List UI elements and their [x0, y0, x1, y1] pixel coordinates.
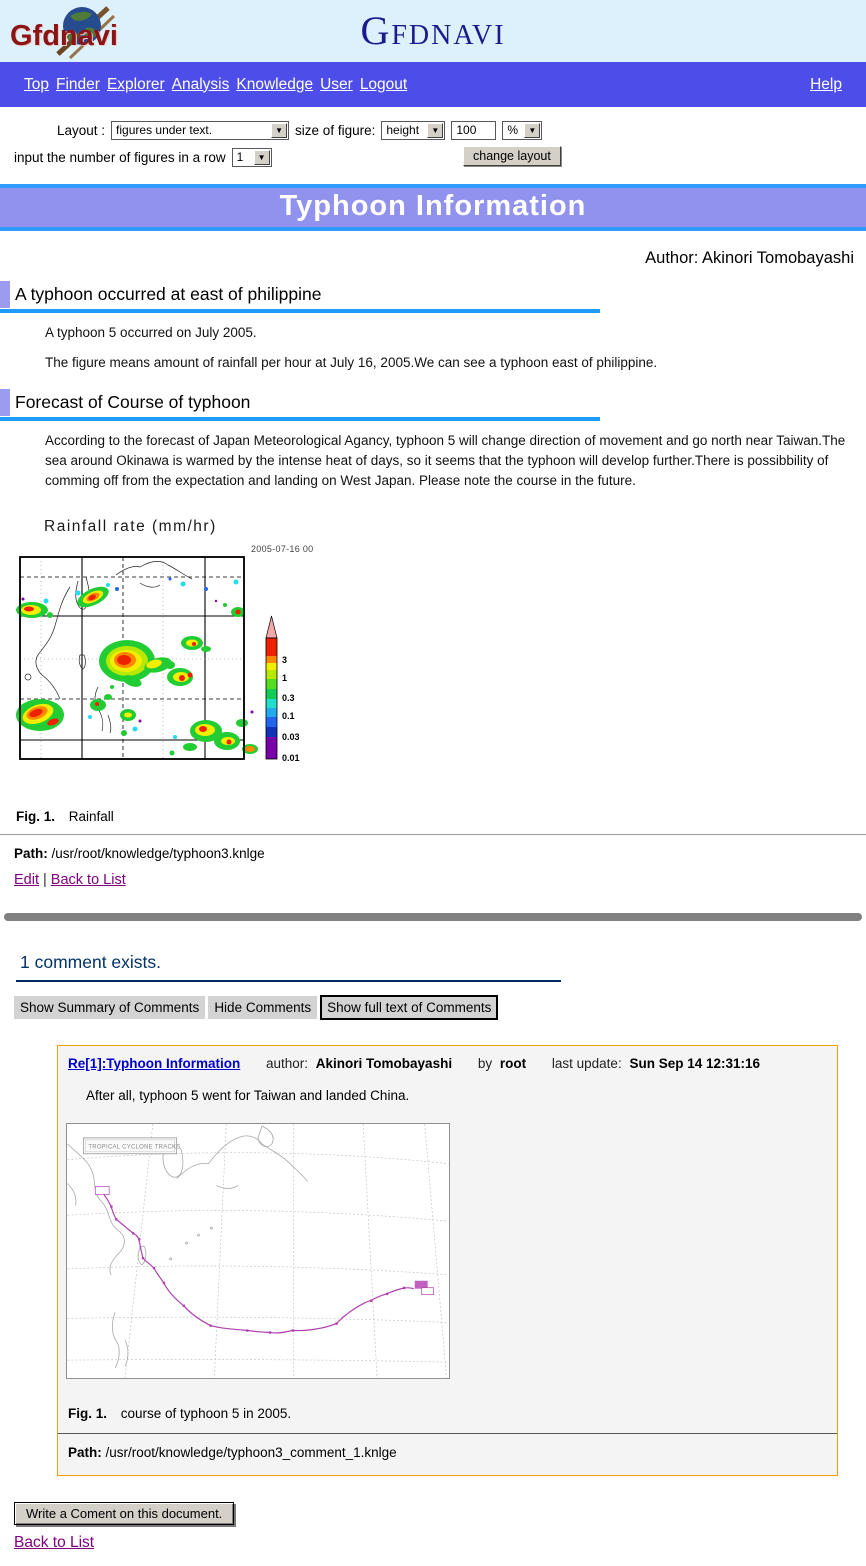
comment-toolbar [14, 995, 866, 1020]
layout-select[interactable] [111, 121, 289, 140]
size-unit-value: % [507, 123, 519, 137]
path-value: /usr/root/knowledge/typhoon3_comment_1.knlge [105, 1445, 397, 1460]
layout-select-value: figures under text. [116, 123, 213, 137]
comment-caption-label: Fig. 1. [68, 1406, 108, 1421]
size-value-input[interactable] [451, 121, 496, 140]
layout-label: Layout : [57, 122, 106, 138]
track-label-box [422, 1288, 434, 1295]
figures-per-row-value: 1 [236, 150, 244, 164]
back-to-list-link[interactable]: Back to List [50, 872, 126, 888]
figures-per-row-select[interactable] [232, 148, 272, 167]
rainfall-map [16, 557, 258, 759]
path-value: /usr/root/knowledge/typhoon3.knlge [51, 846, 265, 861]
section-heading: Forecast of Course of typhoon [15, 392, 251, 412]
chevron-down-icon[interactable]: ▼ [524, 123, 540, 138]
section-heading-row [0, 389, 866, 416]
chevron-down-icon[interactable]: ▼ [254, 150, 270, 165]
figure-caption-label: Fig. 1. [16, 809, 56, 824]
layout-controls [0, 107, 866, 168]
cyclone-track-map-image [66, 1123, 450, 1379]
divider-line [0, 834, 866, 835]
write-comment-button[interactable]: Write a Coment on this document. [14, 1502, 234, 1525]
comment-author-label: author: [266, 1056, 309, 1071]
show-summary-of-comments-button[interactable]: Show Summary of Comments [14, 996, 205, 1019]
comment-path [68, 1445, 837, 1460]
logo-wordmark: Gfdnavi [10, 20, 118, 52]
comment-caption-text: course of typhoon 5 in 2005. [120, 1406, 292, 1421]
paragraph: A typhoon 5 occurred on July 2005. [45, 325, 257, 340]
comment-figure-caption [68, 1406, 837, 1421]
comment-card [57, 1045, 838, 1476]
site-title: Gfdnavi [360, 8, 506, 53]
rainfall-figure-image [14, 513, 354, 773]
nav-item-user[interactable]: User [320, 75, 353, 93]
figure-caption-text: Rainfall [68, 809, 114, 824]
colorbar-label: 0.03 [282, 732, 300, 742]
divider-line [58, 1433, 837, 1434]
typhoon-track [95, 1187, 433, 1334]
track-legend-text: TROPICAL CYCLONE TRACKS [88, 1144, 181, 1151]
page-header [0, 0, 866, 62]
section-heading-row [0, 281, 866, 308]
figures-per-row-label: input the number of figures in a row [14, 149, 226, 165]
link-separator: | [43, 872, 47, 888]
figure-timestamp: 2005-07-16 00 [251, 544, 314, 554]
nav-item-logout[interactable]: Logout [359, 75, 408, 93]
nav-item-explorer[interactable]: Explorer [106, 75, 165, 93]
size-dimension-select[interactable] [381, 121, 445, 140]
layout-controls-row1 [57, 119, 866, 141]
nav-item-finder[interactable]: Finder [56, 75, 100, 93]
author-line [0, 249, 866, 268]
size-unit-select[interactable] [502, 121, 542, 140]
figure-caption [16, 809, 866, 824]
main-navbar [0, 62, 866, 107]
figure-title: Rainfall rate (mm/hr) [44, 518, 217, 535]
comment-header [58, 1046, 837, 1071]
section-heading: A typhoon occurred at east of philippine [15, 284, 322, 304]
document-actions [14, 872, 866, 888]
document-path [14, 846, 866, 861]
nav-item-top[interactable]: Top [24, 75, 49, 93]
author-name: Akinori Tomobayashi [702, 249, 854, 267]
path-label: Path: [68, 1445, 102, 1460]
layout-controls-row2 [14, 146, 866, 168]
gfdnavi-logo [8, 4, 158, 60]
comment-update-label: last update: [551, 1056, 622, 1071]
track-end-label-box [95, 1187, 109, 1195]
nav-item-help[interactable]: Help [810, 75, 842, 93]
rainfall-colorbar [266, 616, 300, 763]
section-typhoon-occurred [0, 281, 866, 373]
paragraph: According to the forecast of Japan Meteorological Agancy, typhoon 5 will change direction of movement and go north near Taiwan.The sea around Okinawa is warmed by the intense heat of days, so it seems that the typhoon will develop further.There is possibbility of comming off from the expectation and landing on West Japan. Please note the course in the future. [45, 433, 846, 488]
comment-by-user: root [499, 1056, 527, 1071]
section-divider-bar [4, 913, 862, 921]
author-label: Author: [645, 249, 699, 267]
colorbar-label: 0.01 [282, 753, 300, 763]
comment-title-link[interactable]: Re[1]:Typhoon Information [68, 1056, 241, 1071]
back-to-list-link[interactable]: Back to List [14, 1534, 95, 1551]
nav-item-analysis[interactable]: Analysis [171, 75, 230, 93]
page-footer [14, 1502, 866, 1566]
comments-count: 1 comment exists. [20, 952, 162, 972]
document-title-banner: Typhoon Information [0, 184, 866, 231]
comment-author: Akinori Tomobayashi [315, 1056, 453, 1071]
colorbar-label: 3 [282, 655, 288, 665]
chevron-down-icon[interactable]: ▼ [271, 123, 287, 138]
show-full-text-of-comments-button[interactable]: Show full text of Comments [320, 995, 498, 1020]
edit-link[interactable]: Edit [14, 872, 39, 888]
path-label: Path: [14, 846, 48, 861]
section-forecast [0, 389, 866, 491]
graticule [68, 1124, 449, 1378]
paragraph: The figure means amount of rainfall per hour at July 16, 2005.We can see a typhoon east of philippine. [45, 355, 658, 370]
colorbar-label: 0.3 [282, 693, 295, 703]
coastlines [68, 1126, 308, 1368]
comment-body: After all, typhoon 5 went for Taiwan and landed China. [86, 1088, 410, 1103]
hide-comments-button[interactable]: Hide Comments [208, 996, 317, 1019]
comment-by-label: by [477, 1056, 493, 1071]
comment-update-time: Sun Sep 14 12:31:16 [629, 1056, 761, 1071]
comments-underline [16, 980, 561, 982]
section-accent-bar [0, 389, 10, 416]
size-dimension-value: height [386, 123, 420, 137]
change-layout-button[interactable]: change layout [463, 146, 561, 166]
colorbar-label: 1 [282, 673, 288, 683]
section-underline [0, 309, 600, 313]
section-underline [0, 417, 600, 421]
chevron-down-icon[interactable]: ▼ [427, 123, 443, 138]
size-of-figure-label: size of figure: [295, 122, 376, 138]
section-accent-bar [0, 281, 10, 308]
track-legend [83, 1138, 180, 1154]
nav-item-knowledge[interactable]: Knowledge [236, 75, 314, 93]
colorbar-label: 0.1 [282, 711, 295, 721]
